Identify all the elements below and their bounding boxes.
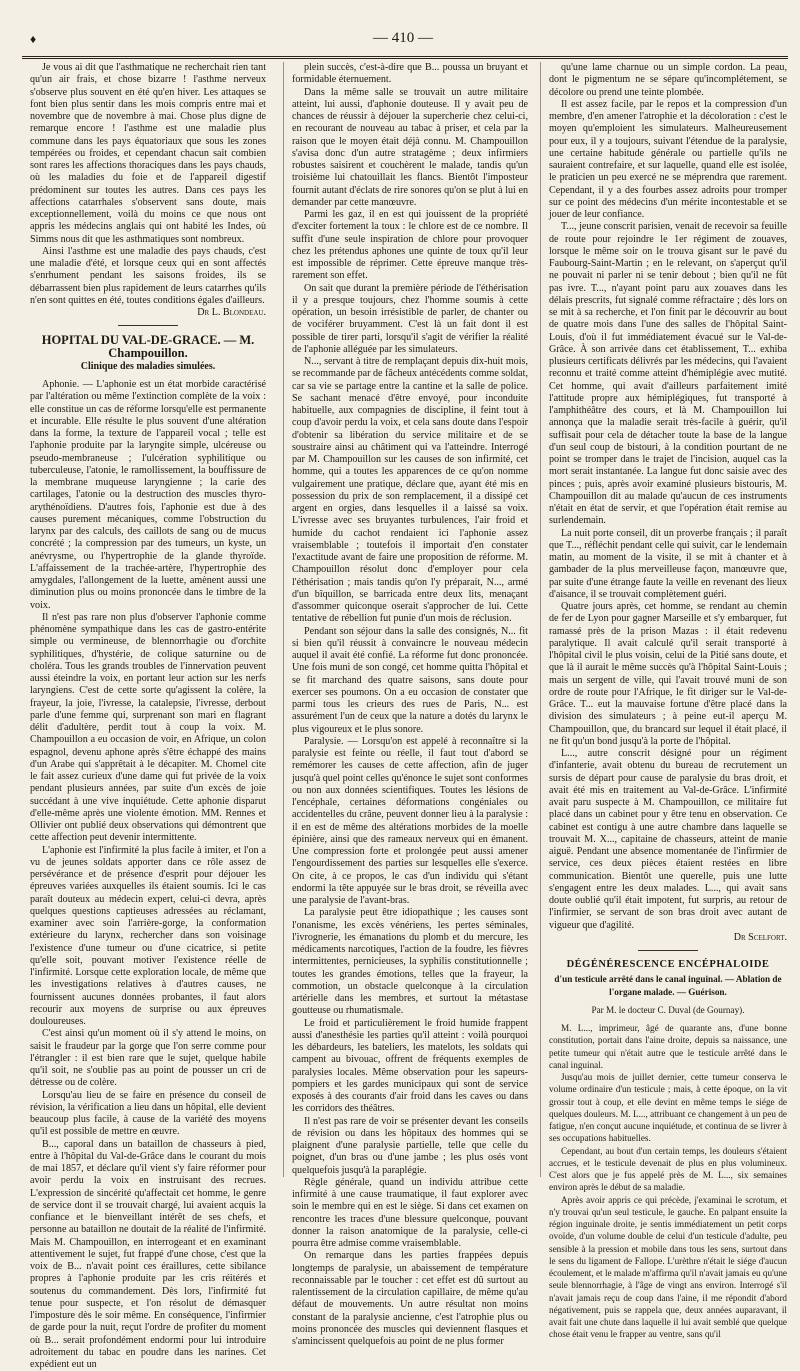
paragraph: Lorsqu'au lieu de se faire en présence du conseil de révision, la vérification a lieu dans un hôpital, elle devient beaucoup plus facile, à cause de la variété des moyens qu'il est possible de mettre en œuvre. bbox=[30, 1090, 266, 1139]
paragraph: On remarque dans les parties frappées depuis longtemps de paralysie, un abaissement de température reconnaissable par le toucher : cet effet est dû surtout au ralentissement de la circulation capillaire, de même qu'au défaut de mouvements. Un autre résultat non moins constant de la paralysie ancienne, c'est l'atrophie plus ou moins prononcée des muscles qui deviennent flasques et s'amincissent quelquefois au point de ne plus former bbox=[292, 1250, 528, 1348]
section-divider bbox=[638, 950, 698, 951]
paragraph: N..., servant à titre de remplaçant depuis dix-huit mois, se recommande par de fâcheux antécédents comme soldat, car sa vie se partage entre la cantine et la salle de police. Se sachant menacé d'être envoyé, pour inconduite habituelle, aux compagnies de discipline, il feint tout à coup d'avoir perdu la voix, et cela sans doute dans l'espoir d'obtenir sa libération du service militaire et de se soustraire ainsi au châtiment qui va l'atteindre. Interrogé par M. Champouillon sur les causes de son infirmité, cet homme, qui a toutes les apparences de ce qu'on nomme vulgairement une pratique, déclare que, ayant été mis en possession du prix de son remplacement, il a dissipé cet argent en orgies, dans lesquelles il a laissé sa voix. L'ivresse avec ses bruyantes turbulences, l'air froid et humide du cachot rendaient ici l'aphonie assez vraisemblable ; toutefois il importait d'en constater l'exactitude avant de faire une proposition de réforme. M. Champouillon résolut donc d'employer pour cela l'éthérisation ; mais tandis qu'on l'y préparait, N..., armé d'un bîquillon, se barricada entre deux lits, menaçant d'assommer quiconque oserait s'approcher de lui. Cette tentative de rébellion fut punie d'un mois de réclusion. bbox=[292, 356, 528, 626]
paragraph: On sait que durant la première période de l'éthérisation il y a presque toujours, chez l'homme soumis à cette opération, un besoin irrésistible de parler, de chanter ou de vociférer bruyamment. C'est là un fait dont il est possible de tirer parti, lorsqu'il s'agit de vérifier la réalité de l'aphonie alléguée par les simulateurs. bbox=[292, 283, 528, 357]
section-divider bbox=[118, 325, 178, 326]
paragraph: Ainsi l'asthme est une maladie des pays chauds, c'est une maladie d'été, et lorsque ceux qui en sont affectés s'enrhument pendant les saisons froides, ils se débarrassent bien plus rapidement de leurs catarrhes qu'ils n'en sont quittes en été, toutes conditions égales d'ailleurs. bbox=[30, 246, 266, 307]
header-ornament: ♦ bbox=[30, 32, 36, 47]
section-title: DÉGÉNÉRESCENCE ENCÉPHALOIDE bbox=[549, 959, 787, 971]
paragraph: L'aphonie est l'infirmité la plus facile à imiter, et l'on a vu de jeunes soldats apporter dans ce rôle assez de persévérance et de présence d'esprit pour déjouer les épreuves variées auxquelles ils étaient soumis. Ici le cas paraît douteux au médecin expert, celui-ci devra, après quelques questions captieuses adressées au réclamant, examiner avec soin l'arrière-gorge, la conformation extérieure du larynx, rechercher dans son voisinage l'existence d'une tumeur ou d'une cicatrice, si petite qu'elle soit, pouvant motiver l'existence réelle de l'infirmité. Lorsque cette exploration locale, de même que les investigations relatives à d'autres causes, ne fournissent aucunes données probantes, il faut alors recourir aux moyens de surprise ou aux épreuves douloureuses. bbox=[30, 845, 266, 1029]
paragraph: Dans la même salle se trouvait un autre militaire atteint, lui aussi, d'aphonie douteuse. Il y avait peu de chances de réussir à déjouer la supercherie chez celui-ci, en recourant de nouveau au tabac à priser, et cela par la raison que le moyen était déjà connu. M. Champouillon s'avisa donc d'un autre stratagème ; deux infirmiers robustes saisirent et couchèrent le malade, tandis qu'un troisième lui chatouillait les flancs. Bientôt l'imposteur fournit autant d'éclats de rire sonores qu'on se plut à lui en demander par cette manœuvre. bbox=[292, 87, 528, 210]
paragraph: Jusqu'au mois de juillet dernier, cette tumeur conserva le volume ordinaire d'un testicule ; mais, à cette époque, on la vit grossir tout à coup, et elle devint en même temps le siége de quelques douleurs. M. L..., attribuant ce changement à un peu de fatigue, n'en conçut aucune inquiétude, et continua de se livrer à ses occupations habituelles. bbox=[549, 1071, 787, 1145]
paragraph: plein succès, c'est-à-dire que B... poussa un bruyant et formidable éternuement. bbox=[292, 62, 528, 87]
paragraph: C'est ainsi qu'un moment où il s'y attend le moins, on saisit le fraudeur par la gorge que l'on serre comme pour l'étrangler : il est bien rare que le sujet, quelque habile qu'il soit, ne s'oublie pas au point de pousser un cri de détresse ou de colère. bbox=[30, 1028, 266, 1089]
paragraph: Il n'est pas rare de voir se présenter devant les conseils de révision ou dans les hôpitaux des hommes qui se plaignent d'une paralysie partielle, telle que celle du poignet, d'un bras ou d'une jambe ; les plus osés vont quelquefois jusqu'à la paraplégie. bbox=[292, 1116, 528, 1177]
paragraph: La nuit porte conseil, dit un proverbe français ; il paraît que T..., réfléchit pendant celle qui suivit, car le lendemain matin, au moment de la visite, il se mit à chanter et à gambader de la plus merveilleuse façon, manœuvre que, par suite d'une étrange faute la veille en revenant des lieux d'aisance, il se trouvait complètement guéri. bbox=[549, 528, 787, 602]
section-title: HOPITAL DU VAL-DE-GRACE. — M. Champouillon. bbox=[30, 334, 266, 359]
paragraph: Cependant, au bout d'un certain temps, les douleurs s'étaient accrues, et le testicule devenait de plus en plus volumineux. C'est alors que je fus appelé près de M. L..., six semaines environ après le début de sa maladie. bbox=[549, 1145, 787, 1194]
paragraph: Règle générale, quand un individu attribue cette infirmité à une cause traumatique, il faut explorer avec soin le membre qui en est le siège. Si dans cet examen on rencontre les traces d'une blessure quelconque, pouvant donner la raison anatomique de la paralysie, celle-ci pourra être admise comme vraisemblable. bbox=[292, 1177, 528, 1251]
paragraph: Il n'est pas rare non plus d'observer l'aphonie comme phénomène sympathique dans les cas de gastro-entérite simple ou vermineuse, de blennorrhagie ou d'orchite syphilitiques, d'hystérie, de colique saturnine ou de choléra. Tous les grands troubles de l'innervation peuvent aussi éteindre la voix, en portant leur action sur les nerfs laryngiens. C'est de cette sorte qu'agissent la colère, la frayeur, la joie, l'ivresse, la catalepsie, l'ivresse, derbout parle d'une femme qui, surprenant son mari en flagrant délit d'adultère, perdit tout à coup la voix. M. Champouillon a eu occasion de voir, en Afrique, un colon espagnol, devenu aphone après s'être échappé des mains d'un Arabe qui s'apprêtait à le décapiter. M. Chomel cite le fait assez curieux d'une dame qui fut privée de la voix pendant plusieurs années, par suite d'un excès de joie succédant à une vive inquiétude. Cette aphonie disparut d'elle-même après une violente émotion. MM. Rennes et Ollivier ont publié deux observations qui démontrent que cette affection peut devenir intermittente. bbox=[30, 612, 266, 845]
page-number: — 410 — bbox=[30, 30, 776, 47]
column-1 bbox=[30, 62, 266, 1177]
paragraph: Paralysie. — Lorsqu'on est appelé à reconnaître si la paralysie est feinte ou réelle, il faut tout d'abord se remémorer les causes de cette affection, afin de juger jusqu'à quel point celles qu'énonce le sujet sont conformes ou non aux données scientifiques. Toutes les lésions de l'encéphale, certaines déformations congéniales ou accidentelles du crâne, peuvent donner lieu à la paralysie : il en est de même des altérations morbides de la moelle épinière, ainsi que des rameaux nerveux qui en émanent. Une compression forte et prolongée peut aussi amener l'engourdissement des parties sur lesquelles elle s'exerce. On cite, à ce propos, le cas d'un individu qui s'étant endormi la tête appuyée sur le bras droit, se réveilla avec une paralysie de l'avant-bras. bbox=[292, 736, 528, 908]
header-rule bbox=[22, 56, 788, 59]
paragraph: Le froid et particulièrement le froid humide frappent aussi d'anesthésie les parties qu'il atteint : voilà pourquoi les débardeurs, les bateliers, les matelots, les soldats qui campent au bivouac, offrent de fréquents exemples de paralysies locales. Même observation pour les sapeurs-pompiers et les gardes municipaux qui sont de service exposés à des courants d'air froid dans les caves ou dans les corridors des théâtres. bbox=[292, 1018, 528, 1116]
paragraph: Je vous ai dit que l'asthmatique ne recherchait rien tant qu'un air frais, et chose bizarre ! l'asthme nerveux s'observe plus souvent en été qu'en hiver. Les attaques se font bien plus sentir dans les mois compris entre mai et novembre que de novembre à mai. Chose plus digne de remarque encore ! l'asthme est une maladie plus commune dans les pays équatoriaux que sous les zones tempérées ou froides, et cependant chacun sait combien sont rares les affections thoraciques dans les pays chauds, où les maladies du foie et de l'appareil digestif prédominent sur toutes les autres. Dans ces pays les affections catarrhales s'observent sans doute, mais exceptionnellement, voilà du moins ce que nous ont appris les médecins anglais qui ont habité les Indes, où Simms nous dit que les asthmatiques sont nombreux. bbox=[30, 62, 266, 246]
paragraph: Après avoir appris ce qui précède, j'examinai le scrotum, et n'y trouvai qu'un seul testicule, le gauche. En palpant ensuite la région inguinale droite, je sentis immédiatement un petit corps ovoïde, d'un volume double de celui d'un testicule d'adulte, peu sensible à la pression et mobile dans tous les sens, surtout dans le sens du ligament de Fallope. L'urèthre n'était le siége d'aucun écoulement, et le malade m'affirma qu'il n'avait jamais eu qu'une seule blennorrhagie, à l'âge de vingt ans environ. Interrogé s'il n'avait jamais reçu de coup dans l'aine, il me répondit d'abord négativement, puis se rappela que, deux années auparavant, il avait fait une chute dans laquelle il lui avait semblé que quelque chose était venu le frapper au ventre, sans qu'il bbox=[549, 1194, 787, 1341]
section-subtitle: Clinique des maladies simulées. bbox=[30, 361, 266, 373]
paragraph: Parmi les gaz, il en est qui jouissent de la propriété d'exciter fortement la toux : le chlore est de ce nombre. Il suffit d'une seule inspiration de chlore pour provoquer chez les prétendus aphones une quinte de toux qu'il leur est impossible de réprimer. Cette épreuve manque très-rarement son effet. bbox=[292, 209, 528, 283]
paragraph: Aphonie. — L'aphonie est un état morbide caractérisé par l'altération ou même l'extinction complète de la voix : elle constitue un cas de réforme lorsqu'elle est permanente et incurable. Elle résulte le plus souvent d'une altération dans la forme, la texture de l'appareil vocal ; telle est l'aphonie produite par la laryngite simple, ulcéreuse ou pseudo-membraneuse ; l'ulcération syphilitique ou tuberculeuse, l'atonie, le ramollissement, la bouffissure de la membrane muqueuse laryngienne ; la carie des cartilages, l'atonie ou la destruction des muscles thyro-arythénoïdiens. D'autres fois, l'aphonie est due à des causes purement mécaniques, comme l'obstruction du larynx par des calculs, des caillots de sang ou de mucus concrété ; la compression par des tumeurs, un kyste, un anévrysme, ou l'hypertrophie de la glande thyroïde. L'affaissement de la trachée-artère, l'hypertrophie des amygdales, l'allongement de la luette, amènent aussi une diminution plus ou moins prononcée dans le timbre de la voix. bbox=[30, 379, 266, 612]
section-subtitle: d'un testicule arrêté dans le canal inguinal. — Ablation de l'organe malade. — Guérison. bbox=[549, 973, 787, 998]
byline: Par M. le docteur C. Duval (de Gournay). bbox=[549, 1004, 787, 1016]
column-2 bbox=[283, 62, 528, 1177]
paragraph: T..., jeune conscrit parisien, venait de recevoir sa feuille de route pour rejoindre le 1er régiment de zouaves, lorsque le même soir on le trouva gisant sur le pavé du Faubourg-Saint-Martin ; en le relevant, on s'aperçut qu'il ne pouvait ni parler ni se tenir debout ; bien qu'il ne fût pas ivre. T..., n'ayant point paru aux zouaves dans les délais prescrits, fut signalé comme réfractaire ; dès lors on se mit à sa recherche, et l'on finit par le découvrir au bout de quatre mois dans l'une des salles de l'hôpital Saint-Louis, d'où il fut immédiatement évacué sur le Val-de-Grâce. À son arrivée dans cet établissement, T... exhiba plusieurs certificats délivrés par les médecins, qui l'avaient reconnu et traité comme atteint d'hémiplégie avec mutité. Cet homme, qui avait d'ailleurs parfaitement imité l'attitude propre aux hémiplégiques, fut transporté à l'amphithéâtre des cours, et là M. Champouillon lui annonça que la maladie serait très-facile à guérir, qu'il suffisait pour cela de détacher toute la base de la langue d'un seul coup de bistouri, à la condition pourtant de ne point se tromper dans le trajet de l'incision, auquel cas la mort serait instantanée. La langue fut donc saisie avec des pinces ; puis, après avoir examiné plusieurs bistouris, M. Champouillon dit au malade qu'aucun de ces instruments n'était en état de servir, et que l'opération était remise au surlendemain. bbox=[549, 221, 787, 527]
paragraph: Il est assez facile, par le repos et la compression d'un membre, d'en amener l'atrophie et la décoloration : c'est le moyen qu'emploient les simulateurs. Malheureusement pour eux, il y a toujours, suivant l'étendue de la paralysie, une certaine habitude générale ou partielle qu'ils ne sauraient contrefaire, et sur laquelle, quand elle est isolée, le praticien un peu exercé ne se méprendra que rarement. Cependant, il y a des fourbes assez adroits pour tromper sur ce point des médecins d'un mérite incontestable et se jouer de leur confiance. bbox=[549, 99, 787, 222]
author-signature: Dr Scelfort. bbox=[549, 932, 787, 944]
paragraph: Quatre jours après, cet homme, se rendant au chemin de fer de Lyon pour gagner Marseille et s'y embarquer, fut ramassé près de la prison Mazas : il était redevenu paralytique. Il avait calculé qu'il serait transporté à l'hôpital civil le plus voisin, celui de la Pitié sans doute, et que là il aurait le même succès qu'à l'hôpital Saint-Louis ; mais un sergent de ville, qui l'avait trouvé muni de son ordre de route pour l'Afrique, le fit diriger sur le Val-de-Grâce. T... eut la mauvaise fortune d'être placé dans la division des simulateurs ; à peine eut-il aperçu M. Champouillon, que, du brancard sur lequel il était placé, il ne fit qu'un bond jusqu'à la porte de l'hôpital. bbox=[549, 601, 787, 748]
author-signature: Dr L. Blondeau. bbox=[30, 307, 266, 319]
paragraph: L..., autre conscrit désigné pour un régiment d'infanterie, avait obtenu du bureau de recrutement un sursis de départ pour cause de paralysie du bras droit, et avait été mis en traitement au Val-de-Grâce. L'infirmité avait paru suspecte à M. Champouillon, ce militaire fut placé dans un cabinet pour y être tenu en observation. Ce cabinet est contigu à une autre chambre dans laquelle se trouvait M. X..., capitaine de chasseurs, atteint de manie aiguë. Pendant une absence momentanée de l'infirmier de service, ces deux pièces étaient restées en libre communication. Bientôt une querelle, puis une lutte s'engagent entre les deux malades. L..., qui avait sans doute oublié qu'il était impotent, fut surpris, au retour de l'infirmier, se servant de son bras droit avec autant de vigueur que d'agilité. bbox=[549, 748, 787, 932]
column-3 bbox=[540, 62, 787, 1177]
paragraph: B..., caporal dans un bataillon de chasseurs à pied, entre à l'hôpital du Val-de-Grâce dans le courant du mois de mai 1857, et déclare qu'il vient s'y faire réformer pour avoir perdu la voix en instruisant des recrues. L'expression de sincérité qu'affectait cet homme, le genre de service dont il se trouvait chargé, lui avaient acquis la confiance et le bienveillant intérêt de ses chefs, et personne au bataillon ne doutait de la réalité de l'infirmité. Mais M. Champouillon, en interrogeant et en examinant attentivement le sujet, fut frappé d'une chose, c'est que la voix de B... n'avait point ces éraillures, cette sibilance propres à l'aphonie produite par les cris réitérés et soutenus du commandement. Dès lors, l'infirmité fut tenue pour suspecte, et l'on résolut de démasquer l'imposture dès le soir même. En conséquence, l'infirmier de garde pour la nuit, reçut l'ordre de profiter du moment où B... serait profondément endormi pour lui introduire adroitement du tabac en poudre dans les narines. Cet expédient eut un bbox=[30, 1139, 266, 1371]
page-header bbox=[30, 30, 776, 54]
paragraph: La paralysie peut être idiopathique ; les causes sont l'onanisme, les excès vénériens, les pertes séminales, l'ivrognerie, les émanations du plomb et du mercure, les médicaments narcotiques, l'action de la foudre, les fièvres intermittentes, pernicieuses, la syphilis constitutionnelle ; toutes les grandes émotions, telles que la frayeur, la commotion, un obstacle quelconque à la circulation artérielle dans les membres, et surtout la métastase goutteuse ou rhumatismale. bbox=[292, 907, 528, 1017]
paragraph: M. L..., imprimeur, âgé de quarante ans, d'une bonne constitution, portait dans l'aine droite, depuis sa naissance, une petite tumeur qui n'était autre que le testicule arrêté dans le canal inguinal. bbox=[549, 1022, 787, 1071]
paragraph: Pendant son séjour dans la salle des consignés, N... fit si bien qu'il réussit à convaincre le nouveau médecin auquel il avait été confié. La réforme fut donc prononcée. Une fois muni de son congé, cet homme quitta l'hôpital et se fit marchand des quatre saisons, sans doute pour exercer ses poumons. On a eu occasion de constater que parmi tous les crieurs des rues de Paris, N... est assurément l'un de ceux que la nature a dotés du larynx le plus vigoureux et le plus sonore. bbox=[292, 626, 528, 736]
paragraph: qu'une lame charnue ou un simple cordon. La peau, dont le pigmentum ne se sépare qu'incomplétement, se décolore ou prend une teinte plombée. bbox=[549, 62, 787, 99]
